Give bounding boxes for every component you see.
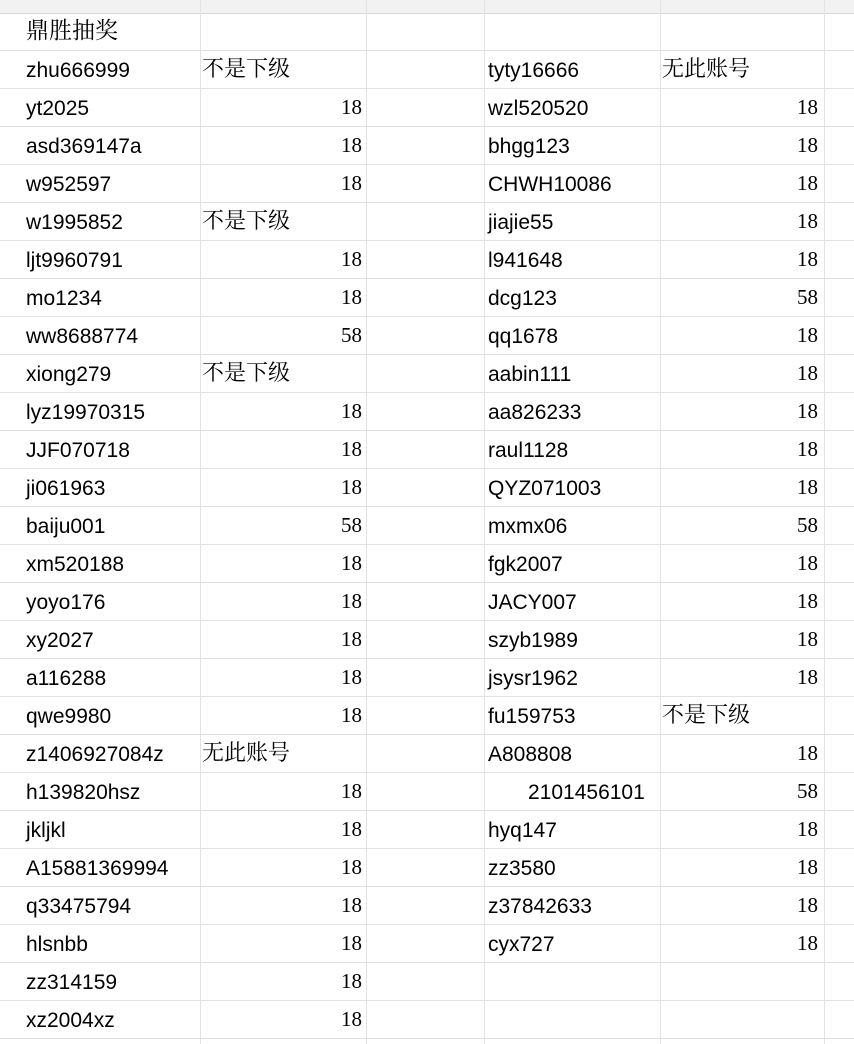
table-row: [0, 393, 854, 431]
table-row: [0, 127, 854, 165]
table-row: [0, 849, 854, 887]
value-cell[interactable]: [662, 1001, 822, 1038]
value-cell[interactable]: 18: [341, 589, 362, 613]
value-cell[interactable]: 18: [341, 779, 362, 803]
value-cell[interactable]: 18: [341, 95, 362, 119]
value-cell[interactable]: 18: [797, 247, 818, 271]
value-cell[interactable]: 18: [341, 551, 362, 575]
account-cell[interactable]: qq1678: [488, 325, 559, 348]
account-cell[interactable]: wzl520520: [488, 97, 589, 120]
account-cell[interactable]: dcg123: [488, 287, 557, 310]
value-cell[interactable]: 不是下级: [202, 361, 291, 386]
value-cell[interactable]: 不是下级: [202, 209, 291, 234]
account-cell[interactable]: szyb1989: [488, 629, 578, 652]
account-cell[interactable]: JACY007: [488, 591, 577, 614]
account-cell[interactable]: tyty16666: [488, 59, 580, 82]
table-row: [0, 963, 854, 1001]
value-cell[interactable]: 18: [797, 171, 818, 195]
account-cell[interactable]: mo1234: [26, 287, 102, 310]
table-row: [0, 925, 854, 963]
value-cell[interactable]: 不是下级: [202, 57, 291, 82]
value-cell[interactable]: 18: [797, 361, 818, 385]
account-cell[interactable]: jkljkl: [26, 819, 66, 842]
account-cell[interactable]: zz3580: [488, 857, 556, 880]
table-row: [0, 203, 854, 241]
account-cell[interactable]: ji061963: [26, 477, 106, 500]
account-cell[interactable]: w952597: [26, 173, 112, 196]
table-row: [0, 241, 854, 279]
account-cell[interactable]: xm520188: [26, 553, 125, 576]
value-cell[interactable]: 无此账号: [202, 741, 291, 766]
account-cell[interactable]: hlsnbb: [26, 933, 88, 956]
account-cell[interactable]: [488, 963, 660, 1000]
account-cell[interactable]: q33475794: [26, 895, 132, 918]
value-cell[interactable]: 18: [341, 133, 362, 157]
value-cell[interactable]: 18: [341, 399, 362, 423]
table-row: [0, 697, 854, 735]
table-row: [0, 659, 854, 697]
account-cell[interactable]: jsysr1962: [488, 667, 578, 690]
value-cell[interactable]: 18: [341, 437, 362, 461]
value-cell[interactable]: 18: [797, 323, 818, 347]
table-row: [0, 1001, 854, 1039]
value-cell[interactable]: 18: [797, 931, 818, 955]
sheet-title[interactable]: 鼎胜抽奖: [26, 18, 118, 44]
value-cell[interactable]: 18: [341, 627, 362, 651]
account-cell[interactable]: A808808: [488, 743, 573, 766]
value-cell[interactable]: 18: [341, 285, 362, 309]
value-cell[interactable]: 18: [341, 969, 362, 993]
value-cell[interactable]: 18: [797, 437, 818, 461]
value-cell[interactable]: 18: [797, 741, 818, 765]
table-row: [0, 887, 854, 925]
account-cell[interactable]: fgk2007: [488, 553, 563, 576]
account-cell[interactable]: 2101456101: [528, 781, 645, 804]
table-row: [0, 355, 854, 393]
account-cell[interactable]: fu159753: [488, 705, 576, 728]
account-cell[interactable]: zz314159: [26, 971, 118, 994]
value-cell[interactable]: 18: [797, 209, 818, 233]
value-cell[interactable]: 18: [341, 475, 362, 499]
value-cell[interactable]: 58: [797, 779, 818, 803]
table-row: [0, 165, 854, 203]
account-cell[interactable]: cyx727: [488, 933, 555, 956]
table-row: [0, 317, 854, 355]
account-cell[interactable]: raul1128: [488, 439, 569, 462]
value-cell[interactable]: 58: [341, 323, 362, 347]
value-cell[interactable]: 18: [797, 893, 818, 917]
account-cell[interactable]: bhgg123: [488, 135, 570, 158]
account-cell[interactable]: aabin111: [488, 363, 572, 386]
table-row: [0, 507, 854, 545]
table-row: [0, 545, 854, 583]
value-cell[interactable]: 18: [341, 855, 362, 879]
account-cell[interactable]: JJF070718: [26, 439, 130, 462]
account-cell[interactable]: l941648: [488, 249, 563, 272]
value-cell[interactable]: [662, 963, 822, 1000]
table-row: [0, 89, 854, 127]
value-cell[interactable]: 18: [341, 931, 362, 955]
table-row: [0, 773, 854, 811]
value-cell[interactable]: 18: [341, 247, 362, 271]
table-row: [0, 431, 854, 469]
account-cell[interactable]: mxmx06: [488, 515, 568, 538]
value-cell[interactable]: 18: [797, 817, 818, 841]
account-cell[interactable]: w1995852: [26, 211, 123, 234]
account-cell[interactable]: qwe9980: [26, 705, 112, 728]
account-cell[interactable]: QYZ071003: [488, 477, 602, 500]
value-cell[interactable]: 18: [341, 703, 362, 727]
account-cell[interactable]: xy2027: [26, 629, 94, 652]
value-cell[interactable]: 18: [797, 589, 818, 613]
value-cell[interactable]: 18: [797, 133, 818, 157]
title-row: [0, 13, 854, 51]
account-cell[interactable]: xiong279: [26, 363, 112, 386]
account-cell[interactable]: z1406927084z: [26, 743, 164, 766]
account-cell[interactable]: a116288: [26, 667, 107, 690]
value-cell[interactable]: 不是下级: [662, 703, 751, 728]
value-cell[interactable]: 18: [341, 1007, 362, 1031]
value-cell[interactable]: 58: [797, 513, 818, 537]
value-cell[interactable]: 18: [341, 817, 362, 841]
value-cell[interactable]: 18: [341, 665, 362, 689]
table-row: [0, 735, 854, 773]
value-cell[interactable]: 18: [797, 95, 818, 119]
value-cell[interactable]: 18: [797, 855, 818, 879]
account-cell[interactable]: baiju001: [26, 515, 106, 538]
value-cell[interactable]: 18: [797, 665, 818, 689]
value-cell[interactable]: 18: [797, 627, 818, 651]
value-cell[interactable]: 无此账号: [662, 57, 751, 82]
table-row: [0, 279, 854, 317]
account-cell[interactable]: yoyo176: [26, 591, 106, 614]
account-cell[interactable]: yt2025: [26, 97, 90, 120]
account-cell[interactable]: h139820hsz: [26, 781, 141, 804]
table-row: [0, 51, 854, 89]
column-header-strip: [0, 0, 854, 14]
account-cell[interactable]: z37842633: [488, 895, 592, 918]
table-row: [0, 583, 854, 621]
account-cell[interactable]: hyq147: [488, 819, 557, 842]
account-cell[interactable]: ww8688774: [26, 325, 139, 348]
table-row: [0, 621, 854, 659]
account-cell[interactable]: xz2004xz: [26, 1009, 115, 1032]
account-cell[interactable]: [488, 1001, 660, 1038]
value-cell[interactable]: 18: [797, 475, 818, 499]
value-cell[interactable]: 58: [341, 513, 362, 537]
account-cell[interactable]: zhu666999: [26, 59, 130, 82]
account-cell[interactable]: aa826233: [488, 401, 582, 424]
table-row: [0, 811, 854, 849]
value-cell[interactable]: 58: [797, 285, 818, 309]
value-cell[interactable]: 18: [341, 893, 362, 917]
account-cell[interactable]: A15881369994: [26, 857, 169, 880]
account-cell[interactable]: asd369147a: [26, 135, 142, 158]
value-cell[interactable]: 18: [341, 171, 362, 195]
table-row: [0, 469, 854, 507]
value-cell[interactable]: 18: [797, 551, 818, 575]
value-cell[interactable]: 18: [797, 399, 818, 423]
account-cell[interactable]: jiajie55: [488, 211, 554, 234]
account-cell[interactable]: CHWH10086: [488, 173, 612, 196]
account-cell[interactable]: lyz19970315: [26, 401, 146, 424]
account-cell[interactable]: ljt9960791: [26, 249, 123, 272]
